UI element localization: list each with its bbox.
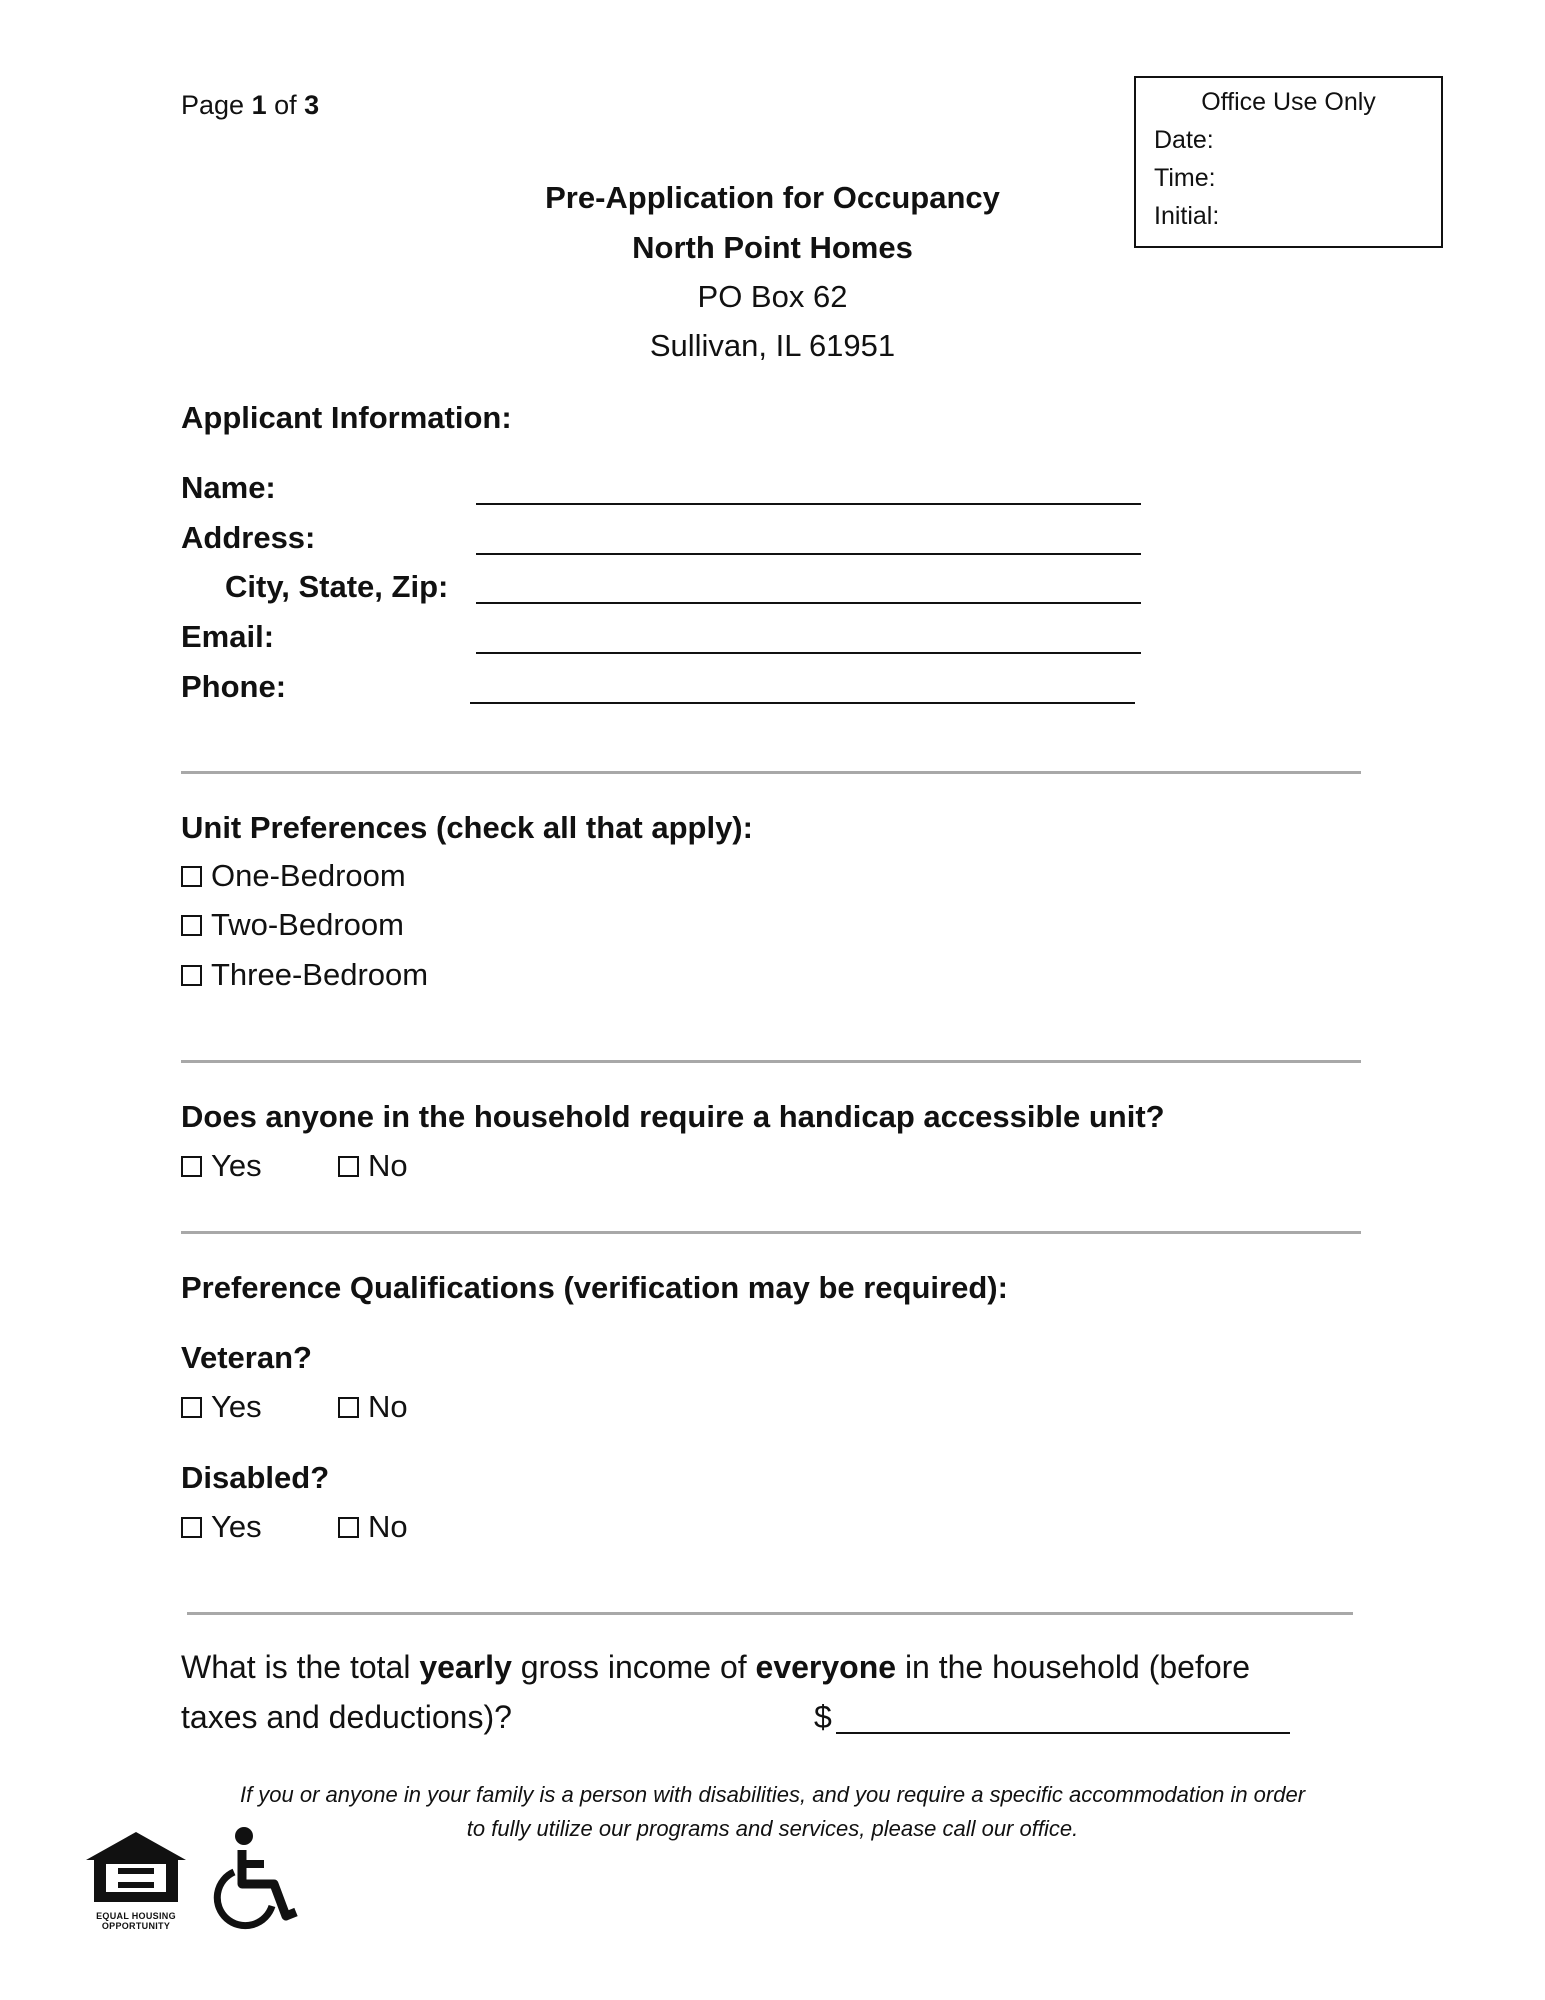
- office-date-label: Date:: [1154, 126, 1214, 154]
- checkbox[interactable]: [338, 1397, 359, 1418]
- section-divider: [181, 1231, 1361, 1234]
- accessible-no[interactable]: No: [338, 1148, 408, 1184]
- accommodation-note: If you or anyone in your family is a person with disabilities, and you require a specific accommodation in order to fully utilize our programs and services, please call our office.: [239, 1782, 1306, 1841]
- organization-name: North Point Homes: [632, 230, 913, 265]
- checkbox[interactable]: [181, 965, 202, 986]
- form-title: Pre-Application for Occupancy: [545, 180, 1000, 215]
- checkbox[interactable]: [181, 915, 202, 936]
- address-line-1: PO Box 62: [697, 279, 848, 314]
- address-label: Address:: [181, 520, 316, 555]
- checkbox[interactable]: [181, 1517, 202, 1538]
- office-initial-label: Initial:: [1154, 202, 1220, 230]
- checkbox[interactable]: [338, 1517, 359, 1538]
- disabled-yes[interactable]: Yes: [181, 1509, 262, 1545]
- section-divider: [187, 1612, 1353, 1615]
- phone-label: Phone:: [181, 669, 287, 704]
- eho-caption-2: OPPORTUNITY: [101, 1921, 171, 1931]
- email-field[interactable]: [476, 652, 1141, 654]
- veteran-no[interactable]: No: [338, 1389, 408, 1425]
- checkbox[interactable]: [181, 866, 202, 887]
- unit-preferences-heading: Unit Preferences (check all that apply):: [181, 810, 753, 845]
- currency-symbol: $: [814, 1699, 832, 1735]
- disabled-label: Disabled?: [181, 1460, 330, 1495]
- name-field[interactable]: [476, 503, 1141, 505]
- accessible-question: Does anyone in the household require a handicap accessible unit?: [181, 1099, 1165, 1134]
- disabled-no[interactable]: No: [338, 1509, 408, 1545]
- office-use-box: [1134, 76, 1443, 248]
- applicant-heading: Applicant Information:: [181, 400, 512, 435]
- section-divider: [181, 771, 1361, 774]
- section-divider: [181, 1060, 1361, 1063]
- veteran-yes[interactable]: Yes: [181, 1389, 262, 1425]
- accessible-yes[interactable]: Yes: [181, 1148, 262, 1184]
- option-one-bedroom[interactable]: One-Bedroom: [181, 858, 406, 894]
- equal-housing-logo: [84, 1830, 188, 1931]
- house-icon: [84, 1830, 188, 1906]
- address-line-2: Sullivan, IL 61951: [649, 328, 896, 363]
- income-question: What is the total yearly gross income of everyone in the household (before: [181, 1649, 1251, 1685]
- eho-caption-1: EQUAL HOUSING: [96, 1911, 176, 1921]
- address-field[interactable]: [476, 553, 1141, 555]
- email-label: Email:: [181, 619, 275, 654]
- office-time-label: Time:: [1154, 164, 1216, 192]
- wheelchair-icon: [212, 1826, 304, 1935]
- name-label: Name:: [181, 470, 276, 505]
- city-state-zip-field[interactable]: [476, 602, 1141, 604]
- option-three-bedroom[interactable]: Three-Bedroom: [181, 957, 428, 993]
- veteran-label: Veteran?: [181, 1340, 312, 1375]
- income-field[interactable]: [836, 1732, 1290, 1734]
- phone-field[interactable]: [470, 702, 1135, 704]
- preference-heading: Preference Qualifications (verification may be required):: [181, 1270, 1008, 1305]
- checkbox[interactable]: [338, 1156, 359, 1177]
- checkbox[interactable]: [181, 1156, 202, 1177]
- office-use-title: Office Use Only: [1201, 88, 1376, 116]
- option-two-bedroom[interactable]: Two-Bedroom: [181, 907, 404, 943]
- page-indicator: Page 1 of 3: [181, 90, 320, 120]
- city-state-zip-label: City, State, Zip:: [225, 569, 449, 604]
- income-question-line-2: taxes and deductions)?: [181, 1699, 512, 1735]
- checkbox[interactable]: [181, 1397, 202, 1418]
